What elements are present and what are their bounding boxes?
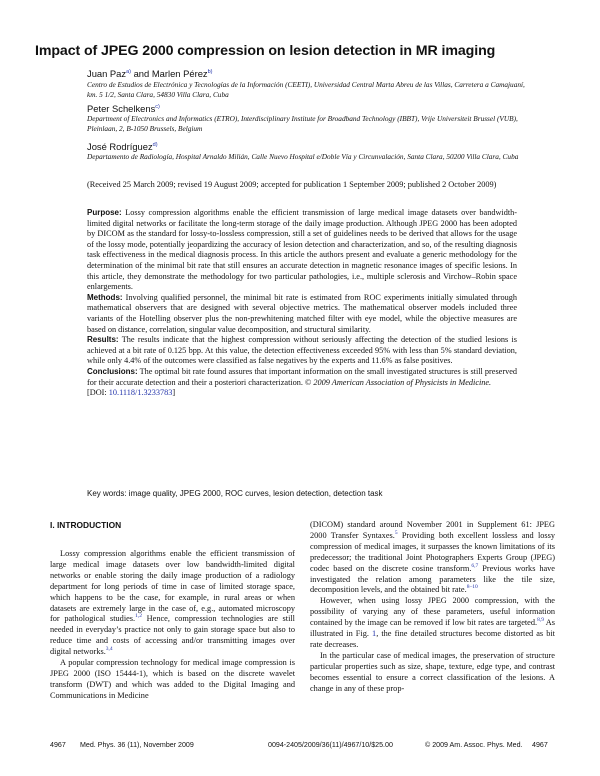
author-mark: a) (126, 68, 131, 75)
page-number-right: 4967 (532, 741, 548, 749)
author-name: Marlen Pérez (151, 68, 208, 79)
page-footer (0, 741, 600, 753)
author-line-1 (87, 68, 213, 79)
citation-link[interactable]: 8,9 (537, 617, 544, 624)
citation-link[interactable]: 5 (394, 530, 398, 537)
figure-link[interactable]: 1 (372, 629, 377, 639)
author-name: José Rodríguez (87, 141, 153, 152)
doi-link[interactable]: 10.1118/1.3233783 (108, 388, 173, 398)
citation-link[interactable]: 1,2 (135, 613, 142, 620)
author-line-3 (87, 141, 158, 152)
citation-link[interactable]: 6,7 (471, 562, 479, 569)
author-mark: d) (152, 141, 158, 148)
author-line-2 (87, 103, 160, 114)
author-mark: c) (155, 103, 160, 110)
author-mark: b) (207, 68, 213, 75)
page-number-left: 4967 (50, 741, 66, 749)
citation-link[interactable]: 8–10 (466, 584, 478, 591)
paragraph: (DICOM) standard around November 2001 in Supplement 61: JPEG 2000 Transfer Syntaxes.$^5$ Providing both excellent lossless and lossy compression of medical images, it surpasses the known limitations of its predecessor; the traditional Joint Photographers Experts Group (JPEG) codec based on the discrete cosine transform.$^{6,7}$ Previous works have investigated the relation among parameters like the tile size, decomposition levels, and the obtained bit rate.$^{8-10}$ (310, 520, 556, 595)
abstract-purpose: Purpose: Lossy compression algorithms enable the efficient transmission of large medical image datasets over bandwidth-limited digital networks or facilitate the long-term storage of the daily image production. Although JPEG 2000 has been adopted by DICOM as the standard for lossy-to-lossless compression, still a set of guidelines needs to be derived that allows for the usage of the lossy mode, potentially jeopardizing the accuracy of lesion detection and characterization, and so, of the resulting diagnosis task effectiveness in the medical diagnosis process. In this article the authors present and evaluate a generic methodology for the determination of the minimal bit rate that still ensures an accurate detection in magnetic resonance images of specific lesions. In this article, they demonstrate the methodology for two particular pathologies, i.e., multiple sclerosis and Virchow–Robin space enlargements. (87, 208, 517, 292)
abstract-results: Results: The results indicate that the highest compression without seriously affecting the detection of the studied lesions is achieved at a bit rate of 0.125 bpp. At this value, the detection effectiveness exceeded 95% with less than 5% standard deviation, while only 4.4% of the outcomes were classified as false negatives by the experts and 11.6% as false positives. (87, 335, 517, 366)
copyright-text: 2009 American Association of Physicists in Medicine. (313, 377, 492, 387)
author-affiliation: Department of Electronics and Informatics (ETRO), Interdisciplinary Institute for Broadband Technology (IBBT), Vrije Universiteit Brussel (VUB), Pleinlaan, 2, B-1050 Brussels, Belgium (87, 114, 518, 133)
doi-line: [DOI: 10.1118/1.3233783] (87, 388, 176, 398)
footer-copyright: © 2009 Am. Assoc. Phys. Med. (425, 741, 523, 749)
paragraph: Lossy compression algorithms enable the efficient transmission of large medical image datasets over low bandwidth-limited digital networks or enable storing the daily image production of a radiology department for long periods of time in case of limited storage space, which happens to be the case, for example, in rural areas or when datasets are extremely large in the case of, e.g., automated microscopy for pathological studies.$^{1,2}$ Hence, compression technologies are still needed in everyday’s practice not only to gain storage space but also to reduce time and costs of accessing and/or transmitting images over digital networks.$^{3,4}$ (50, 549, 295, 657)
author-affiliation: Centro de Estudios de Electrónica y Tecnologías de la Información (CEETI), Universidad Central Marta Abreu de las Villas, Carretera a Camajuaní, km. 5 1/2, Santa Clara, 54830 Villa Clara, Cuba (87, 80, 525, 99)
right-column (310, 520, 555, 695)
author-affiliation: Departamento de Radiología, Hospital Arnaldo Milián, Calle Nuevo Hospital e/Doble Vía y Circunvalación, Santa Clara, 50200 Villa Clara, Cuba (87, 152, 519, 161)
author-name: Juan Paz (87, 68, 127, 79)
paragraph: A popular compression technology for medical image compression is JPEG 2000 (ISO 15444-1), which is based on the discrete wavelet transform (DWT) and which was added to the Digital Imaging and Communications in Medicine (50, 658, 295, 700)
section-heading: I. INTRODUCTION (50, 520, 122, 530)
citation-link[interactable]: 3,4 (105, 646, 113, 653)
publication-dates: (Received 25 March 2009; revised 19 August 2009; accepted for publication 1 September 2009; published 2 October 2009) (87, 180, 497, 189)
journal-citation: Med. Phys. 36 (11), November 2009 (80, 741, 194, 749)
paragraph: However, when using lossy JPEG 2000 compression, with the possibility of varying any of these parameters, useful information contained by the image can be removed if low bit rates are targeted.$^{8,9}$ As illustrated in Fig. 1, the fine detailed structures become distorted as bit rate decreases. (310, 596, 555, 649)
author-joiner: and (130, 68, 152, 79)
abstract (87, 208, 517, 399)
paper-title: Impact of JPEG 2000 compression on lesion detection in MR imaging (35, 43, 496, 59)
author-name: Peter Schelkens (87, 103, 156, 114)
paragraph: In the particular case of medical images, the preservation of structure particular properties such as size, shape, texture, edge type, and contrast becomes essential to ensure a correct classification of the lesions. A change in any of these prop- (310, 650, 555, 693)
abstract-label: Results: (87, 335, 119, 345)
abstract-methods: Methods: Involving qualified personnel, the minimal bit rate is estimated from ROC experiments initially simulated through mathematical observers that are designed with several objective metrics. The mathematical observer models included three variants of the Hotelling observer plus the non-prewhitening matched filter with eye model, while the objective measures are based on distance, correlation, singular value decomposition, and structural similarity. (87, 292, 517, 334)
abstract-label: Conclusions: (87, 366, 138, 376)
left-column (50, 549, 295, 702)
article-code: 0094-2405/2009/36(11)/4967/10/$25.00 (268, 741, 393, 749)
abstract-conclusions: Conclusions: The optimal bit rate found assures that important information on the small investigated structures is still preserved for their accurate detection and their a posteriori characterization. © 2009 American Association of Physicists in Medicine. (87, 366, 517, 387)
abstract-label: Methods: (87, 292, 123, 302)
abstract-label: Purpose: (87, 208, 122, 217)
keywords: Key words: image quality, JPEG 2000, ROC curves, lesion detection, detection task (87, 489, 383, 498)
